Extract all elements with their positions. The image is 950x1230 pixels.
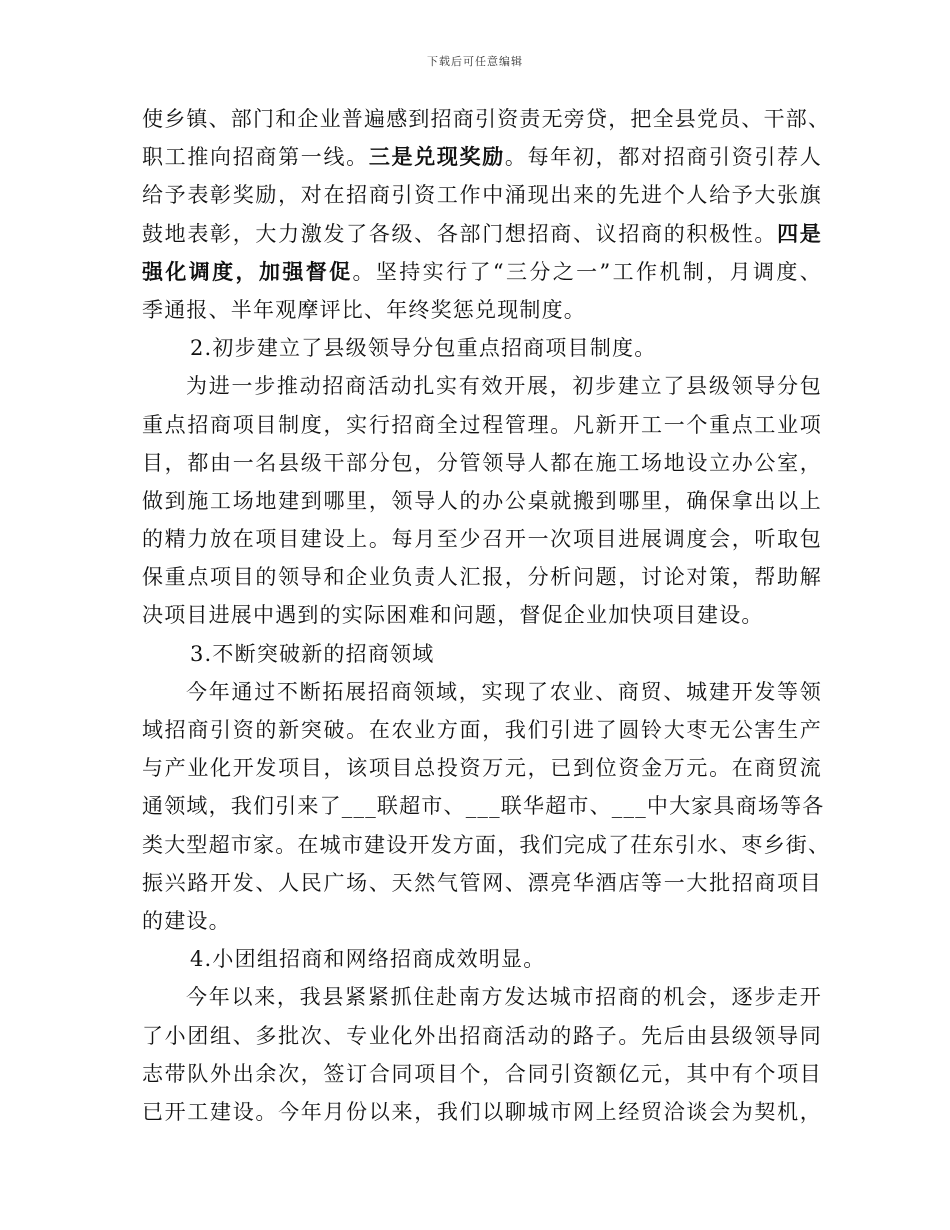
bold-text-run: 四是 xyxy=(777,220,822,246)
text-run: 的精力放在项目建设上。每月至少召开一次项目进展调度会，听取包 xyxy=(142,527,822,552)
text-run: 决项目进展中遇到的实际困难和问题，督促企业加快项目建设。 xyxy=(142,603,764,628)
text-run: 。每年初，都对招商引资引荐人 xyxy=(504,145,822,170)
text-run: 志带队外出余次，签订合同项目个，合同引资额亿元，其中有个项目 xyxy=(142,1061,822,1086)
bold-text-run: 强化调度，加强督促 xyxy=(142,258,353,284)
text-line xyxy=(142,787,825,825)
text-run: 的建设。 xyxy=(142,908,231,933)
text-run: 今年通过不断拓展招商领域，实现了农业、商贸、城建开发等领 xyxy=(186,679,822,704)
document-body xyxy=(142,100,831,1131)
text-line xyxy=(142,444,822,482)
text-run: 目，都由一名县级干部分包，分管领导人都在施工场地设立办公室， xyxy=(142,450,822,475)
text-line xyxy=(142,406,822,444)
text-line xyxy=(142,253,822,291)
text-line xyxy=(142,482,822,520)
text-line xyxy=(142,902,822,940)
text-run: 类大型超市家。在城市建设开发方面，我们完成了茌东引水、枣乡街、 xyxy=(142,832,831,857)
text-run: 振兴路开发、人民广场、天然气管网、漂亮华酒店等一大批招商项目 xyxy=(142,870,822,895)
text-line xyxy=(142,520,822,558)
text-line xyxy=(142,749,822,787)
text-line xyxy=(142,291,822,329)
text-run: 4.小团组招商和网络招商成效明显。 xyxy=(190,947,546,972)
text-run: 3.不断突破新的招商领域 xyxy=(190,641,435,666)
text-run: 为进一步推动招商活动扎实有效开展，初步建立了县级领导分包 xyxy=(186,374,822,399)
text-run: 职工推向招商第一线。 xyxy=(142,145,369,170)
text-line xyxy=(142,100,831,138)
section-heading xyxy=(142,635,822,673)
text-run: 鼓地表彰，大力激发了各级、各部门想招商、议招商的积极性。 xyxy=(142,221,778,246)
text-run: 季通报、半年观摩评比、年终奖惩兑现制度。 xyxy=(142,297,586,322)
section-heading xyxy=(142,940,822,978)
page-header: 下载后可任意编辑 xyxy=(427,55,523,68)
text-line xyxy=(142,1093,822,1131)
text-line xyxy=(142,176,822,214)
section-heading xyxy=(142,329,822,367)
text-run: 通领域，我们引来了___联超市、___联华超市、___中大家具商场等各 xyxy=(142,794,825,819)
text-run: 。坚持实行了“三分之一”工作机制，月调度、 xyxy=(352,259,822,284)
text-run: 已开工建设。今年月份以来，我们以聊城市网上经贸洽谈会为契机， xyxy=(142,1099,822,1124)
text-run: 与产业化开发项目，该项目总投资万元，已到位资金万元。在商贸流 xyxy=(142,756,822,781)
text-run: 给予表彰奖励，对在招商引资工作中涌现出来的先进个人给予大张旗 xyxy=(142,183,822,208)
text-run: 域招商引资的新突破。在农业方面，我们引进了圆铃大枣无公害生产 xyxy=(142,718,822,742)
text-line xyxy=(142,1017,822,1055)
text-run: 做到施工场地建到哪里，领导人的办公桌就搬到哪里，确保拿出以上 xyxy=(142,488,822,513)
text-line xyxy=(142,711,822,749)
text-run: 今年以来，我县紧紧抓住赴南方发达城市招商的机会，逐步走开 xyxy=(186,985,822,1010)
text-line xyxy=(142,978,822,1016)
text-line xyxy=(142,1055,822,1093)
text-line xyxy=(142,367,822,405)
text-line xyxy=(142,138,822,176)
text-line xyxy=(142,673,822,711)
text-line xyxy=(142,558,822,596)
bold-text-run: 三是兑现奖励 xyxy=(368,144,505,170)
text-line xyxy=(142,826,831,864)
text-run: 2.初步建立了县级领导分包重点招商项目制度。 xyxy=(190,336,657,361)
text-run: 使乡镇、部门和企业普遍感到招商引资责无旁贷，把全县党员、干部、 xyxy=(142,107,831,131)
text-run: 重点招商项目制度，实行招商全过程管理。凡新开工一个重点工业项 xyxy=(142,412,822,437)
text-line xyxy=(142,596,822,634)
text-run: 了小团组、多批次、专业化外出招商活动的路子。先后由县级领导同 xyxy=(142,1023,822,1048)
text-run: 保重点项目的领导和企业负责人汇报，分析问题，讨论对策，帮助解 xyxy=(142,565,822,590)
text-line xyxy=(142,215,822,253)
text-line xyxy=(142,864,822,902)
